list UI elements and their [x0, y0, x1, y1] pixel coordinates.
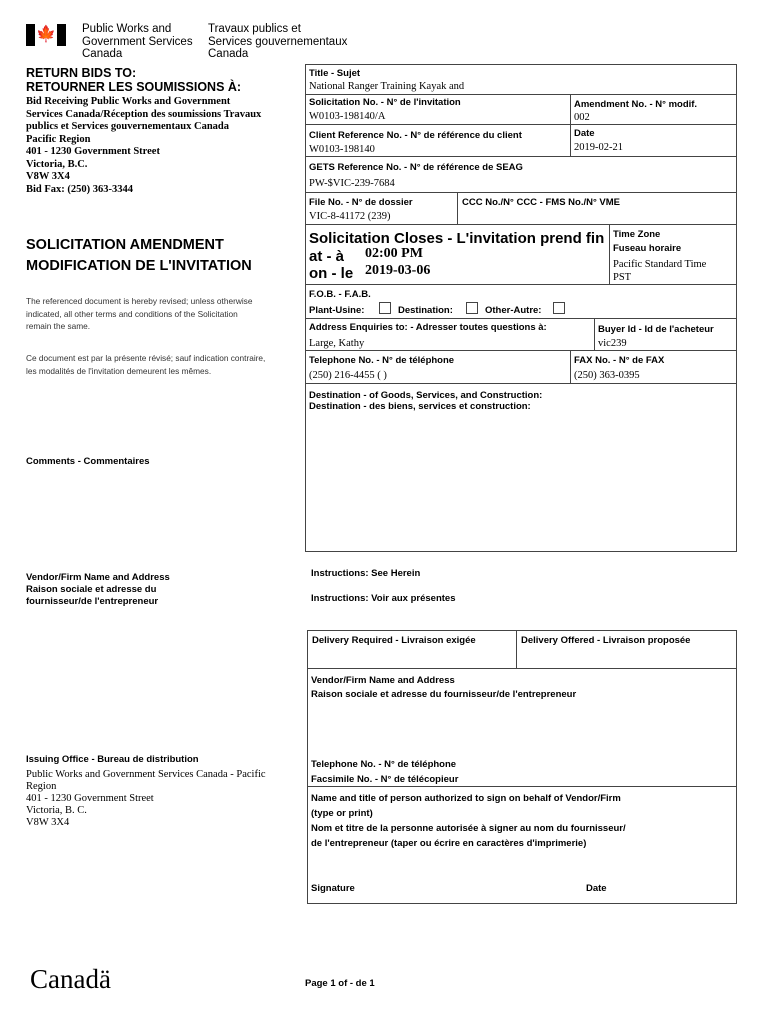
address-enquiries-value: Large, Kathy: [309, 338, 365, 349]
amendment-title: SOLICITATION AMENDMENT MODIFICATION DE L'INVITATION: [26, 237, 252, 274]
signature-label: Signature: [311, 883, 355, 894]
buyer-id-label: Buyer Id - Id de l'acheteur: [598, 324, 714, 335]
client-reference-value: W0103-198140: [309, 144, 375, 155]
fob-label: F.O.B. - F.A.B.: [309, 289, 371, 300]
ccc-no-label: CCC No./N° CCC - FMS No./N° VME: [462, 197, 621, 208]
telephone-label: Telephone No. - N° de téléphone: [309, 355, 455, 366]
return-bids-title-fr: RETOURNER LES SOUMISSIONS À:: [26, 80, 242, 94]
file-no-value: VIC-8-41172 (239): [309, 211, 391, 222]
title-value: National Ranger Training Kayak and: [309, 81, 465, 92]
authorized-person-label: Name and title of person authorized to sign on behalf of Vendor/Firm (type or print) Nom et titre de la personne autorisée à signer au nom du fournisseur/ de l'entrepreneur (taper ou écrire en caractères d'imprimerie): [311, 793, 626, 849]
return-bids-section: [26, 66, 296, 196]
fax-label: FAX No. - N° de FAX: [574, 355, 665, 366]
fax-value: (250) 363-0395: [574, 370, 640, 381]
canada-wordmark-icon: Canadä: [30, 964, 111, 994]
signature-date-label: Date: [586, 883, 607, 894]
solicitation-closes-label: Solicitation Closes - L'invitation prend fin: [309, 230, 605, 247]
amendment-no-value: 002: [574, 112, 590, 123]
destination-checkbox[interactable]: [466, 302, 478, 314]
closes-at-label: at - à: [309, 248, 345, 265]
comments-label: Comments - Commentaires: [26, 456, 150, 467]
plant-usine-checkbox[interactable]: [379, 302, 391, 314]
title-label: Title - Sujet: [309, 68, 361, 79]
amendment-note-en: The referenced document is hereby revised; unless otherwise indicated, all other terms and conditions of the Solicitation remain the same.: [26, 296, 253, 331]
closes-on-value: 2019-03-06: [365, 263, 431, 278]
department-name-fr: Travaux publics et Services gouvernementaux Canada: [208, 23, 348, 60]
destination-goods-label: Destination - of Goods, Services, and Construction: Destination - des biens, services et construction:: [309, 390, 543, 412]
page-number: Page 1 of - de 1: [305, 978, 375, 989]
time-zone-label: Time Zone Fuseau horaire: [613, 229, 682, 254]
issuing-office: Issuing Office - Bureau de distribution Public Works and Government Services Canada - Pacific Region 401 - 1230 Government Street Victoria, B. C. V8W 3X4: [26, 754, 266, 828]
buyer-id-value: vic239: [598, 338, 627, 349]
delivery-required-label: Delivery Required - Livraison exigée: [312, 635, 476, 646]
vendor-firm-label-left: Vendor/Firm Name and Address Raison sociale et adresse du fournisseur/de l'entrepreneur: [26, 572, 170, 607]
amendment-note-fr: Ce document est par la présente révisé; sauf indication contraire, les modalités de l'invitation demeurent les mêmes.: [26, 353, 266, 376]
solicitation-no-label: Solicitation No. - N° de l'invitation: [309, 97, 461, 108]
return-bids-address: Bid Receiving Public Works and Government Services Canada/Réception des soumissions Travaux publics et Services gouvernementaux Canada Pacific Region 401 - 1230 Government Street Victoria, B.C. V8W 3X4 Bid Fax: (250) 363-3344: [26, 96, 262, 195]
instructions-fr: Instructions: Voir aux présentes: [311, 593, 456, 604]
date-label: Date: [574, 128, 595, 139]
telephone-value: (250) 216-4455 ( ): [309, 370, 387, 381]
instructions-en: Instructions: See Herein: [311, 568, 421, 579]
vendor-telephone-label: Telephone No. - N° de téléphone: [311, 759, 457, 770]
other-autre-checkbox[interactable]: [553, 302, 565, 314]
destination-label: Destination:: [398, 305, 453, 316]
vendor-firm-label: Vendor/Firm Name and Address Raison sociale et adresse du fournisseur/de l'entrepreneur: [311, 675, 577, 700]
time-zone-value: Pacific Standard Time PST: [613, 259, 707, 283]
solicitation-no-value: W0103-198140/A: [309, 111, 386, 122]
vendor-facsimile-label: Facsimile No. - N° de télécopieur: [311, 774, 459, 785]
date-value: 2019-02-21: [574, 142, 623, 153]
closes-at-value: 02:00 PM: [365, 246, 423, 261]
gets-reference-label: GETS Reference No. - N° de référence de SEAG: [309, 162, 523, 173]
gets-reference-value: PW-$VIC-239-7684: [309, 178, 395, 189]
canada-flag-icon: 🍁: [26, 24, 66, 46]
amendment-no-label: Amendment No. - N° modif.: [574, 99, 698, 110]
file-no-label: File No. - N° de dossier: [309, 197, 413, 208]
address-enquiries-label: Address Enquiries to: - Adresser toutes questions à:: [309, 322, 547, 333]
closes-on-label: on - le: [309, 265, 354, 282]
plant-usine-label: Plant-Usine:: [309, 305, 365, 316]
return-bids-title-en: RETURN BIDS TO:: [26, 66, 137, 80]
delivery-offered-label: Delivery Offered - Livraison proposée: [521, 635, 691, 646]
other-autre-label: Other-Autre:: [485, 305, 542, 316]
client-reference-label: Client Reference No. - N° de référence du client: [309, 130, 522, 141]
department-name-en: Public Works and Government Services Canada: [82, 23, 193, 60]
